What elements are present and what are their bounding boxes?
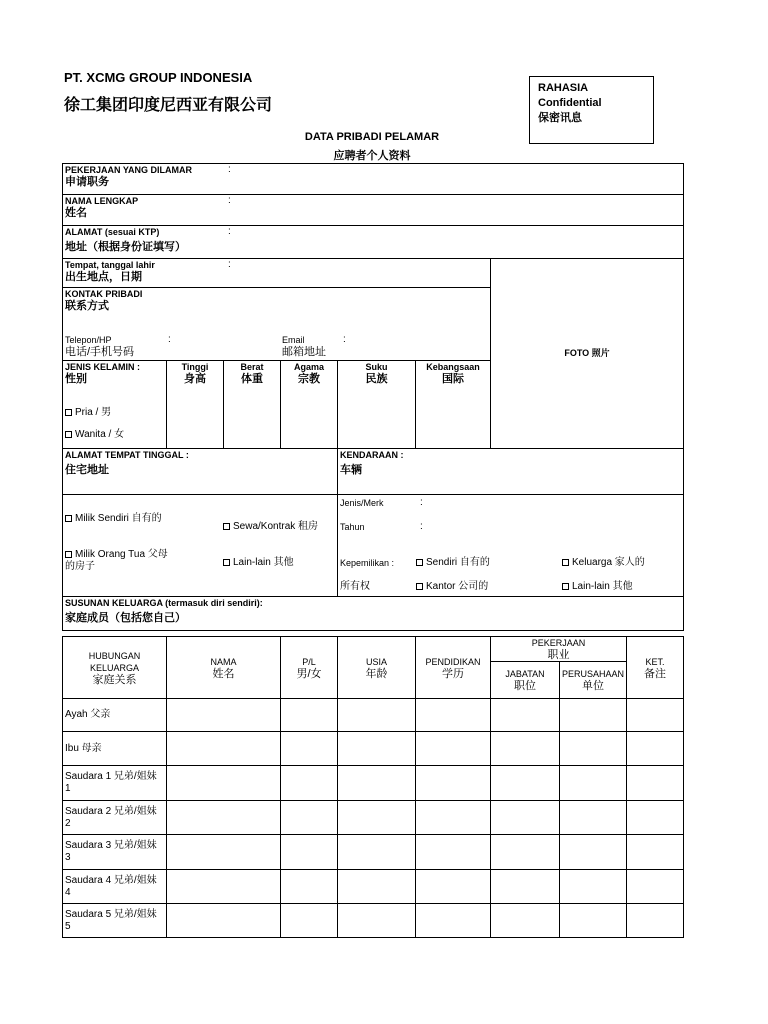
checkbox-icon[interactable] <box>65 409 72 416</box>
position-field[interactable] <box>63 164 684 195</box>
relation-cell: Saudara 2 兄弟/姐妹 2 <box>63 801 167 835</box>
family-section-title <box>63 597 684 631</box>
relation-cell: Ayah 父亲 <box>63 699 167 732</box>
checkbox-icon[interactable] <box>416 559 423 566</box>
residence-own-option[interactable]: Milik Sendiri 自有的 <box>65 513 165 525</box>
relation-cell: Saudara 1 兄弟/姐妹 1 <box>63 766 167 801</box>
colon: : <box>420 521 423 532</box>
position-label-zh: 申请职务 <box>65 176 109 188</box>
vehicle-label-id: KENDARAAN : <box>340 450 404 460</box>
vehicle-office-option[interactable]: Kantor 公司的 <box>416 581 488 593</box>
residence-parents-option[interactable]: Milik Orang Tua 父母的房子 <box>65 549 168 572</box>
form-title-zh: 应聘者个人资料 <box>333 150 411 162</box>
colon: : <box>168 334 171 345</box>
checkbox-icon[interactable] <box>416 583 423 590</box>
residence-address-field[interactable] <box>63 449 338 495</box>
checkbox-icon[interactable] <box>562 583 569 590</box>
photo-box[interactable] <box>491 259 684 449</box>
gender-label-id: JENIS KELAMIN : <box>65 362 141 372</box>
contact-label-id: KONTAK PRIBADI <box>65 289 143 299</box>
phone-label-id: Telepon/HP <box>65 335 112 345</box>
weight-field[interactable]: Berat 体重 <box>224 361 281 449</box>
table-row <box>63 904 684 938</box>
colon: : <box>343 334 346 345</box>
vehicle-brand-label: Jenis/Merk <box>340 498 384 508</box>
vehicle-year-label: Tahun <box>340 522 365 532</box>
checkbox-icon[interactable] <box>65 431 72 438</box>
contact-label-zh: 联系方式 <box>65 300 109 312</box>
vehicle-family-option[interactable]: Keluarga 家人的 <box>562 557 645 569</box>
colon: : <box>228 226 231 237</box>
form-title <box>300 128 444 166</box>
header-company: PERUSAHAAN 单位 <box>560 662 627 699</box>
family-title-zh: 家庭成员（包括您自己） <box>65 612 186 624</box>
colon: : <box>228 164 231 175</box>
company-name-zh: 徐工集团印度尼西亚有限公司 <box>64 97 273 114</box>
vehicle-own-option[interactable]: Sendiri 自有的 <box>416 557 490 569</box>
address-ktp-field[interactable] <box>63 226 684 259</box>
checkbox-icon[interactable] <box>223 523 230 530</box>
relation-cell: Saudara 4 兄弟/姐妹 4 <box>63 870 167 904</box>
gender-field <box>63 361 167 449</box>
birth-label-id: Tempat, tanggal lahir <box>65 260 155 270</box>
gender-label-zh: 性别 <box>65 373 87 385</box>
address-label-id: ALAMAT (sesuai KTP) <box>65 227 160 237</box>
residence-label-zh: 住宅地址 <box>65 464 109 476</box>
name-label-zh: 姓名 <box>65 207 87 219</box>
header-education: PENDIDIKAN 学历 <box>416 637 491 699</box>
nationality-field[interactable]: Kebangsaan 国际 <box>416 361 491 449</box>
form-title-id: DATA PRIBADI PELAMAR <box>304 131 440 143</box>
header-sex: P/L 男/女 <box>281 637 338 699</box>
checkbox-icon[interactable] <box>223 559 230 566</box>
height-field[interactable]: Tinggi 身高 <box>167 361 224 449</box>
birth-label-zh: 出生地点，日期 <box>65 271 142 283</box>
header-age: USIA 年龄 <box>338 637 416 699</box>
contact-field[interactable] <box>63 288 491 361</box>
position-label-id: PEKERJAAN YANG DILAMAR <box>65 165 193 175</box>
ownership-label-id: Kepemilikan : <box>340 558 395 568</box>
name-label-id: NAMA LENGKAP <box>65 196 139 206</box>
vehicle-other-option[interactable]: Lain-lain 其他 <box>562 581 633 593</box>
checkbox-icon[interactable] <box>65 515 72 522</box>
residence-status <box>63 495 338 597</box>
email-label-id: Email <box>282 335 305 345</box>
table-row <box>63 801 684 835</box>
family-title-id: SUSUNAN KELUARGA (termasuk diri sendiri): <box>65 598 263 608</box>
vehicle-details <box>338 495 684 597</box>
relation-cell: Saudara 5 兄弟/姐妹 5 <box>63 904 167 938</box>
colon: : <box>228 259 231 270</box>
header-relation: HUBUNGAN KELUARGA 家庭关系 <box>63 637 167 699</box>
vehicle-label-zh: 车辆 <box>340 464 362 476</box>
residence-rent-option[interactable]: Sewa/Kontrak 租房 <box>223 521 318 533</box>
relation-cell: Ibu 母亲 <box>63 732 167 766</box>
table-row <box>63 699 684 732</box>
confidential-line-2: Confidential <box>538 97 602 109</box>
residence-other-option[interactable]: Lain-lain 其他 <box>223 557 294 569</box>
gender-male-option[interactable]: Pria / 男 <box>65 407 111 419</box>
personal-data-table <box>62 163 684 631</box>
colon: : <box>228 195 231 206</box>
checkbox-icon[interactable] <box>65 551 72 558</box>
family-table <box>62 636 684 938</box>
ethnic-field[interactable]: Suku 民族 <box>338 361 416 449</box>
religion-field[interactable]: Agama 宗教 <box>281 361 338 449</box>
company-name-en: PT. XCMG GROUP INDONESIA <box>64 70 253 85</box>
birth-field[interactable] <box>63 259 491 288</box>
full-name-field[interactable] <box>63 195 684 226</box>
header-position: JABATAN 职位 <box>491 662 560 699</box>
photo-label: FOTO 照片 <box>564 348 610 358</box>
header-note: KET. 备注 <box>627 637 684 699</box>
colon: : <box>420 497 423 508</box>
vehicle-field[interactable] <box>338 449 684 495</box>
table-row <box>63 835 684 870</box>
confidential-line-3: 保密讯息 <box>538 112 582 124</box>
address-label-zh: 地址（根据身份证填写） <box>65 241 186 253</box>
confidential-box <box>529 76 654 144</box>
header-occupation: PEKERJAAN 职业 <box>491 637 627 662</box>
checkbox-icon[interactable] <box>562 559 569 566</box>
table-row <box>63 870 684 904</box>
gender-female-option[interactable]: Wanita / 女 <box>65 429 124 441</box>
phone-label-zh: 电话/手机号码 <box>65 346 135 358</box>
ownership-label-zh: 所有权 <box>340 581 370 592</box>
confidential-line-1: RAHASIA <box>538 82 589 94</box>
residence-label-id: ALAMAT TEMPAT TINGGAL : <box>65 450 189 460</box>
table-row <box>63 732 684 766</box>
header-name: NAMA 姓名 <box>167 637 281 699</box>
email-label-zh: 邮箱地址 <box>282 346 326 358</box>
table-row <box>63 766 684 801</box>
relation-cell: Saudara 3 兄弟/姐妹 3 <box>63 835 167 870</box>
